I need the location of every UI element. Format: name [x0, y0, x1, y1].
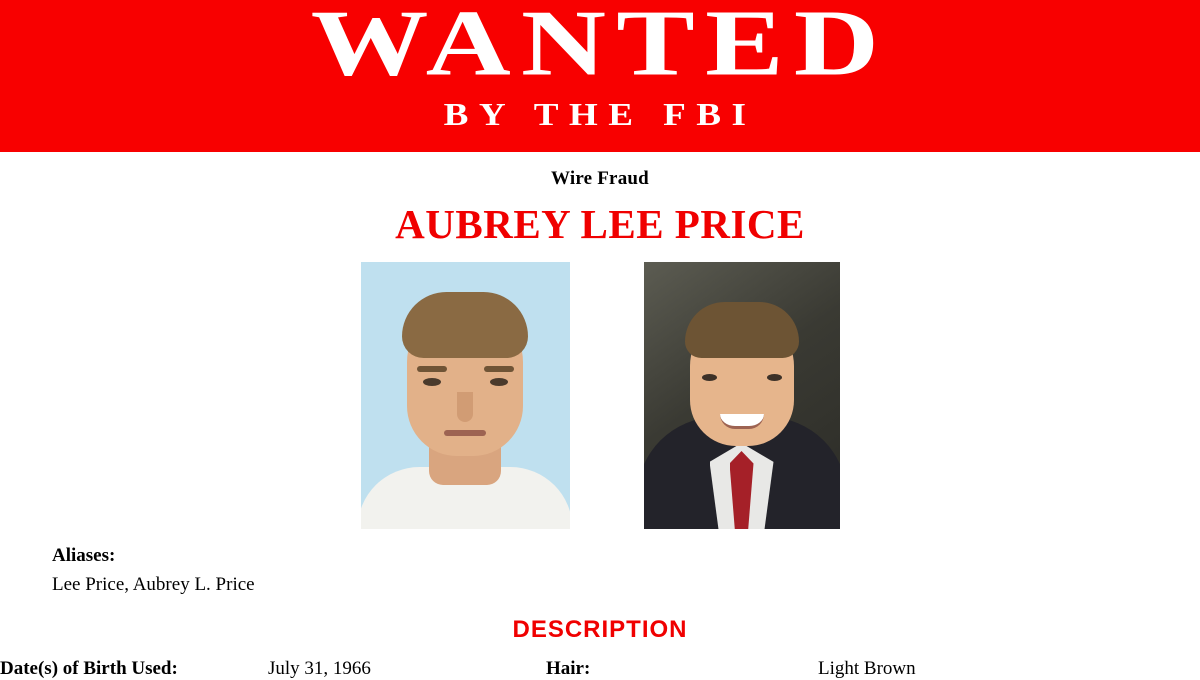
subject-name: AUBREY LEE PRICE — [395, 201, 805, 247]
photo-gallery — [0, 262, 1200, 529]
banner-subtitle-text: BY THE FBI — [443, 96, 757, 132]
dob-label: Date(s) of Birth Used: — [0, 658, 178, 679]
photo-secondary-eye-left — [702, 374, 717, 381]
aliases-block — [0, 545, 1200, 596]
crime-label: Wire Fraud — [551, 168, 649, 189]
photo-secondary-eye-right — [767, 374, 782, 381]
hair-value: Light Brown — [818, 658, 916, 679]
photo-secondary — [644, 262, 840, 529]
photo-primary-nose — [457, 392, 473, 422]
wanted-banner — [0, 0, 1200, 152]
aliases-label: Aliases: — [52, 545, 116, 566]
photo-primary-brow-left — [417, 366, 447, 372]
photo-primary-mouth — [444, 430, 486, 436]
photo-primary-eye-right — [490, 378, 508, 386]
photo-secondary-hair — [685, 302, 799, 358]
hair-label: Hair: — [546, 658, 591, 679]
aliases-value: Lee Price, Aubrey L. Price — [52, 574, 255, 595]
description-table — [0, 658, 1200, 680]
description-heading: DESCRIPTION — [512, 616, 688, 643]
banner-wanted-text: WANTED — [310, 0, 890, 95]
photo-primary — [361, 262, 570, 529]
photo-primary-eye-left — [423, 378, 441, 386]
photo-primary-brow-right — [484, 366, 514, 372]
table-row — [0, 658, 1200, 680]
dob-value: July 31, 1966 — [268, 658, 371, 679]
photo-primary-hair — [402, 292, 528, 358]
